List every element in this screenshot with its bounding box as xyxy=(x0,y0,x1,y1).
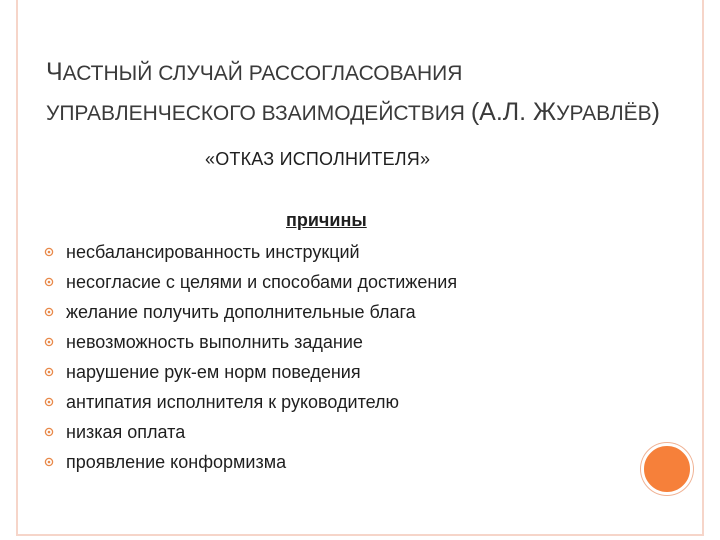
list-item xyxy=(44,387,457,417)
sun-bullet-icon xyxy=(44,247,54,257)
list-item xyxy=(44,447,457,477)
list-item-text: проявление конформизма xyxy=(66,452,287,472)
title-line-1 xyxy=(46,57,696,89)
list-item xyxy=(44,357,457,387)
causes-heading: причины xyxy=(286,210,367,230)
list-item-text: несогласие с целями и способами достижения xyxy=(66,272,458,292)
title-author-initials: (А.Л. Ж xyxy=(470,98,557,126)
list-item-text: нарушение рук-ем норм поведения xyxy=(66,362,361,382)
list-item-text: желание получить дополнительные блага xyxy=(66,302,416,322)
list-item xyxy=(44,327,457,357)
decorative-orange-circle xyxy=(641,443,693,495)
title-author-surname: УРАВЛЁВ xyxy=(556,102,652,125)
list-item-text: низкая оплата xyxy=(66,422,186,442)
list-item-text: несбалансированность инструкций xyxy=(66,242,360,262)
sun-bullet-icon xyxy=(44,457,54,467)
list-item xyxy=(44,297,457,327)
list-item-text: невозможность выполнить задание xyxy=(66,332,363,352)
title-initial: Ч xyxy=(46,58,63,86)
slide-subtitle: «ОТКАЗ ИСПОЛНИТЕЛЯ» xyxy=(205,149,431,169)
slide-title xyxy=(46,57,696,129)
sun-bullet-icon xyxy=(44,277,54,287)
title-author-close: ) xyxy=(651,98,660,126)
list-item-text: антипатия исполнителя к руководителю xyxy=(66,392,400,412)
list-item xyxy=(44,417,457,447)
title-line-2 xyxy=(46,97,696,129)
title-line-1-text: АСТНЫЙ СЛУЧАЙ РАССОГЛАСОВАНИЯ xyxy=(62,62,463,85)
sun-bullet-icon xyxy=(44,307,54,317)
title-line-2-text: УПРАВЛЕНЧЕСКОГО ВЗАИМОДЕЙСТВИЯ xyxy=(46,102,471,125)
sun-bullet-icon xyxy=(44,397,54,407)
list-item xyxy=(44,267,457,297)
sun-bullet-icon xyxy=(44,337,54,347)
sun-bullet-icon xyxy=(44,427,54,437)
sun-bullet-icon xyxy=(44,367,54,377)
list-item xyxy=(44,237,457,267)
causes-list xyxy=(44,237,457,477)
